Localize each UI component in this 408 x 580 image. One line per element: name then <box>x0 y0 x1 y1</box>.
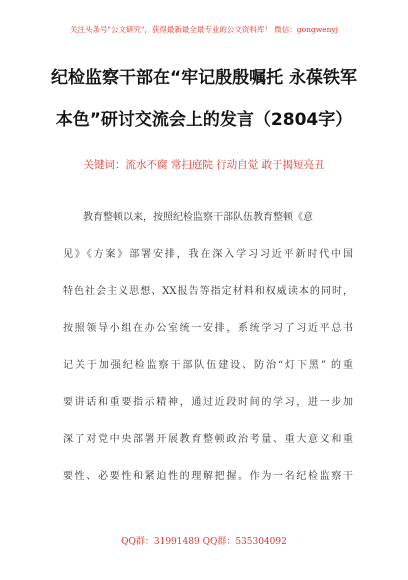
body-line-6: 要讲话和重要指示精神，通过近段时间的学习，进一步加 <box>63 397 353 408</box>
header-promo-note: 关注头条号"公文研究"，获得最新最全最专业的公文资料库！ 微信：gongwenyj <box>70 25 338 34</box>
title-line-1: 纪检监察干部在“牢记殷殷嘱托 永葆铁军 <box>50 68 358 88</box>
body-line-3: 特色社会主义思想、XX报告等指定材料和权威读本的同时， <box>63 286 353 297</box>
body-line-4: 按照领导小组在办公室统一安排，系统学习了习近平总书 <box>63 323 353 334</box>
body-line-1: 教育整顿以来，按照纪检监察干部队伍教育整顿《意 <box>83 212 313 223</box>
body-line-7: 深了对党中央部署开展教育整顿政治考量、重大意义和重 <box>63 434 353 445</box>
footer-qq-groups: QQ群：31991489 QQ群：535304092 <box>121 537 287 547</box>
body-line-5: 记关于加强纪检监察干部队伍建设、防治“灯下黑” 的重 <box>63 360 353 371</box>
title-line-2: 本色”研讨交流会上的发言（2804字） <box>55 110 353 130</box>
body-line-8: 要性、必要性和紧迫性的理解把握。作为一名纪检监察干 <box>63 471 353 482</box>
body-line-2: 见》《方案》部署安排，我在深入学习习近平新时代中国 <box>63 249 353 260</box>
keywords-line: 关键词：流水不腐 常扫庭院 行动自觉 敢于揭短亮丑 <box>83 159 325 171</box>
